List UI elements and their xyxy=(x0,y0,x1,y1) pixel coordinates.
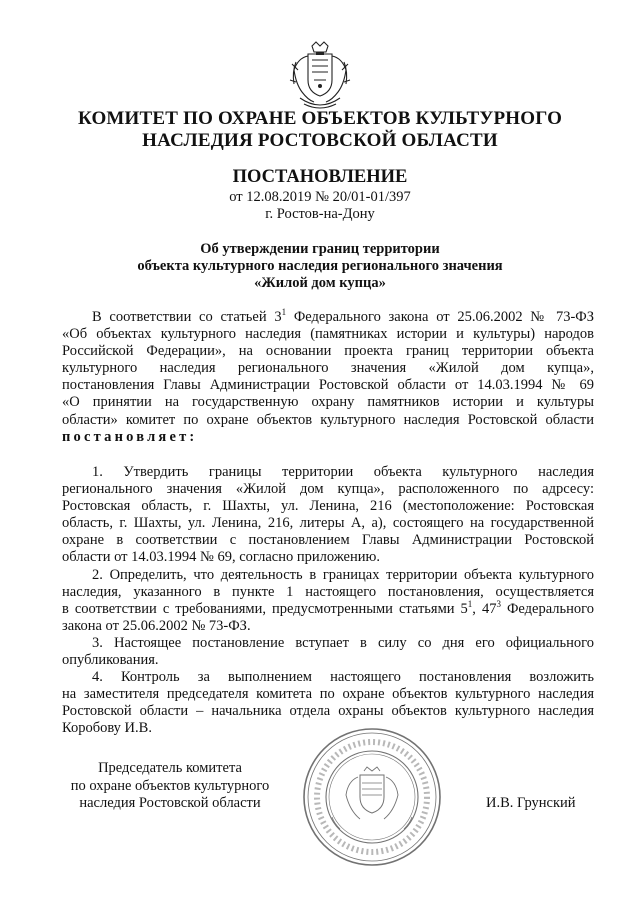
superscript: 1 xyxy=(281,307,287,317)
coat-of-arms-emblem xyxy=(286,40,354,116)
decree-items xyxy=(62,464,594,738)
item-1-line: охране в соответствии с постановлением Главы Администрации Ростовской xyxy=(62,532,594,549)
item-4-line: на заместителя председателя комитета по охране объектов культурного наследия xyxy=(62,686,594,703)
official-seal-stamp xyxy=(300,725,444,869)
text-line: «О принятии на государственную охрану памятников истории и культуры xyxy=(62,394,594,411)
signatory-position xyxy=(60,760,280,813)
text-line: культурного наследия регионального значения «Жилой дом купца», xyxy=(62,360,594,377)
superscript: 1 xyxy=(467,598,473,609)
text-line: постановления Главы Администрации Ростовской области от 14.03.1994 № 69 xyxy=(62,377,594,394)
item-4-line: Ростовской области – начальника отдела охраны объектов культурного наследия xyxy=(62,703,594,720)
item-3-line: опубликования. xyxy=(62,652,159,669)
document-city: г. Ростов-на-Дону xyxy=(265,206,375,222)
item-1-line: 1. Утвердить границы территории объекта культурного наследия xyxy=(92,464,594,480)
subject-line: «Жилой дом купца» xyxy=(254,275,386,291)
document-type: ПОСТАНОВЛЕНИЕ xyxy=(232,167,408,187)
org-name-line: КОМИТЕТ ПО ОХРАНЕ ОБЪЕКТОВ КУЛЬТУРНОГО xyxy=(77,108,563,129)
signatory-name: И.В. Грунский xyxy=(486,795,576,811)
item-4-line: Коробову И.В. xyxy=(62,720,152,737)
item-2-line: наследия, указанного в пункте 1 настоящего постановления, осуществляется xyxy=(62,583,594,600)
text-line: Российской Федерации», на основании проекта границ территории объекта xyxy=(62,343,594,360)
document-subject xyxy=(40,241,600,292)
text-line: В соответствии со статьей $3^1$ Федерального закона от 25.06.2002 № 73-ФЗ xyxy=(92,307,594,325)
item-3-line: 3. Настоящее постановление вступает в силу со дня его официального xyxy=(92,634,594,651)
item-2-line: закона от 25.06.2002 № 73-ФЗ. xyxy=(62,617,251,634)
org-name-line: НАСЛЕДИЯ РОСТОВСКОЙ ОБЛАСТИ xyxy=(142,130,498,151)
text-line: области» комитет по охране объектов культурного наследия Ростовской области xyxy=(62,411,594,428)
text-line: «Об объектах культурного наследия (памятниках истории и культуры) народов xyxy=(62,326,594,343)
preamble-paragraph xyxy=(62,309,594,446)
item-4-line: 4. Контроль за выполнением настоящего постановления возложить xyxy=(92,669,594,686)
decree-word: постановляет: xyxy=(62,428,198,445)
document-date-number: от 12.08.2019 № 20/01-01/397 xyxy=(229,189,411,205)
subject-line: Об утверждении границ территории xyxy=(200,241,440,257)
item-1-line: Ростовская область, г. Шахты, ул. Ленина, 216 (местоположение: Ростовская xyxy=(62,498,594,515)
position-line: Председатель комитета xyxy=(98,760,242,776)
item-1-line: область, г. Шахты, ул. Ленина, 216, литеры А, а), состоящего на государственной xyxy=(62,515,594,532)
item-1-line: области от 14.03.1994 № 69, согласно приложению. xyxy=(62,549,380,566)
organization-name xyxy=(40,108,600,152)
superscript: 3 xyxy=(496,598,501,609)
item-1-line: регионального значения «Жилой дом купца», расположенного по адрсесу: xyxy=(62,481,594,498)
position-line: по охране объектов культурного xyxy=(70,777,270,794)
subject-line: объекта культурного наследия регионального значения xyxy=(137,258,503,274)
item-2-line: в соответствии с требованиями, предусмотренными статьями $5^1$, $47^3$ Федерального xyxy=(62,598,594,617)
position-line: наследия Ростовской области xyxy=(79,795,261,811)
item-2-line: 2. Определить, что деятельность в границах территории объекта культурного xyxy=(92,566,594,583)
